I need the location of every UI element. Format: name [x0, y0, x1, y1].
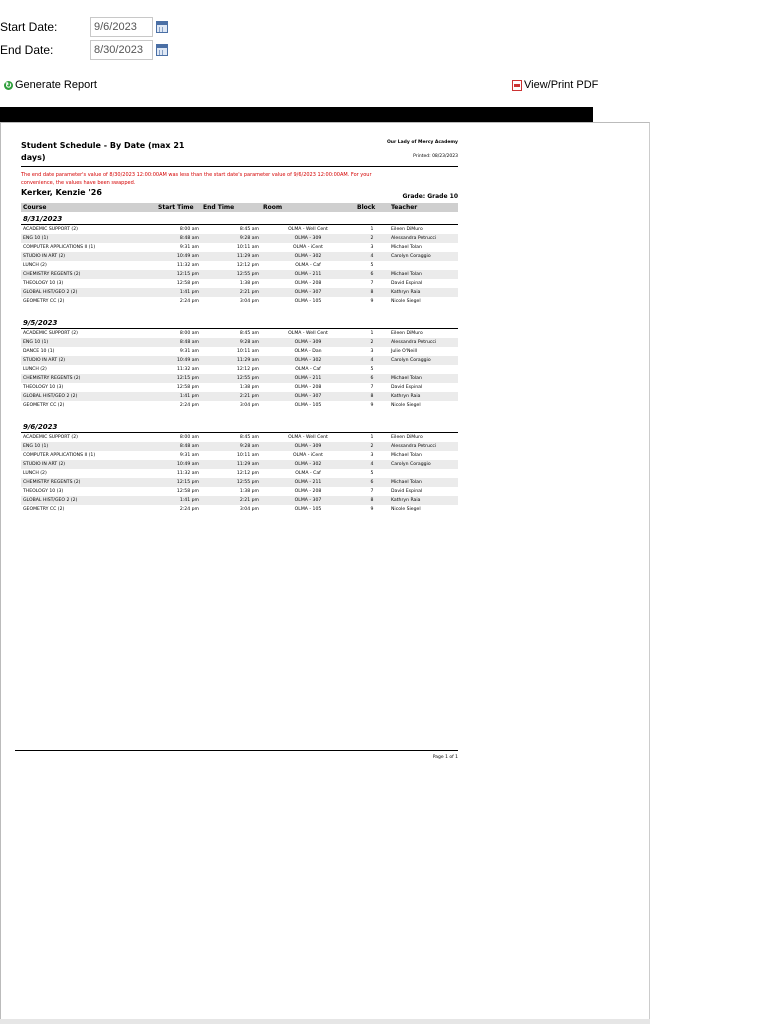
table-cell: 10:11 am: [237, 453, 259, 458]
table-cell: THEOLOGY 10 (3): [23, 281, 64, 286]
end-date-calendar-icon[interactable]: [156, 44, 168, 56]
school-name: Our Lady of Mercy Academy: [386, 140, 458, 145]
table-cell: 8:45 am: [201, 433, 261, 443]
table-cell: Michael Tolan: [391, 245, 422, 250]
table-cell: 1:38 pm: [239, 385, 259, 390]
table-cell: 3:04 pm: [239, 299, 259, 304]
table-cell: 3: [370, 349, 374, 354]
table-cell: 12:12 pm: [236, 367, 259, 372]
column-header: Room: [261, 203, 355, 212]
table-cell: 12:12 pm: [236, 263, 259, 268]
table-cell: 6: [355, 374, 389, 383]
table-row: [21, 261, 458, 270]
report-toolbar: [0, 107, 593, 122]
table-cell: COMPUTER APPLICATIONS II (1): [23, 245, 96, 250]
table-cell: OLMA - 309: [261, 234, 355, 243]
table-cell: CHEMISTRY REGENTS (2): [21, 478, 156, 487]
table-cell: 10:49 am: [156, 252, 201, 261]
table-cell: 1:41 pm: [156, 496, 201, 505]
table-cell: 2:21 pm: [201, 392, 261, 401]
table-cell: OLMA - Caf: [295, 367, 321, 372]
table-cell: OLMA - 208: [294, 385, 322, 390]
table-cell: 10:49 am: [156, 356, 201, 365]
table-cell: OLMA - 211: [261, 270, 355, 279]
refresh-icon: ↻: [5, 80, 12, 90]
table-cell: 12:12 pm: [236, 471, 259, 476]
table-cell: [389, 261, 458, 270]
table-cell: 8:48 am: [156, 442, 201, 451]
table-cell: 3:04 pm: [239, 507, 259, 512]
table-row: [21, 496, 458, 505]
table-cell: 12:58 pm: [176, 385, 199, 390]
date-group-header: [21, 420, 458, 433]
table-cell: GLOBAL HIST/GEO 2 (2): [21, 496, 156, 505]
table-cell: OLMA - Caf: [295, 263, 321, 268]
table-row: [21, 478, 458, 487]
date-gap: [21, 306, 458, 316]
table-cell: 1: [355, 329, 389, 339]
table-cell: 2:21 pm: [201, 496, 261, 505]
table-cell: OLMA - 307: [261, 392, 355, 401]
table-cell: ACADEMIC SUPPORT (2): [21, 329, 156, 339]
table-cell: Carolyn Coraggio: [389, 356, 458, 365]
table-cell: Alessandra Petrucci: [389, 442, 458, 451]
table-cell: CHEMISTRY REGENTS (2): [21, 270, 156, 279]
view-print-pdf-label: View/Print PDF: [524, 79, 599, 91]
table-cell: 6: [355, 270, 389, 279]
table-cell: CHEMISTRY REGENTS (2): [21, 374, 156, 383]
header-divider: [21, 166, 458, 167]
table-row: [21, 487, 458, 496]
table-cell: David Espinal: [391, 489, 423, 494]
report-page: [21, 140, 458, 512]
table-cell: 4: [355, 252, 389, 261]
table-cell: OLMA - Caf: [295, 471, 321, 476]
table-cell: OLMA - 105: [294, 507, 322, 512]
table-cell: 12:15 pm: [156, 374, 201, 383]
table-cell: 1:38 pm: [239, 489, 259, 494]
table-cell: 7: [370, 489, 374, 494]
date-gap: [21, 410, 458, 420]
table-cell: ENG 10 (1): [21, 338, 156, 347]
table-cell: 2: [355, 338, 389, 347]
table-cell: ENG 10 (1): [21, 234, 156, 243]
table-cell: 8:45 am: [201, 225, 261, 235]
end-date-row: [0, 39, 168, 61]
table-cell: OLMA - 211: [261, 478, 355, 487]
table-cell: 4: [355, 460, 389, 469]
table-cell: COMPUTER APPLICATIONS II (1): [23, 453, 96, 458]
table-cell: Nicole Siegel: [391, 403, 421, 408]
table-row: [21, 401, 458, 410]
view-print-pdf-button[interactable]: [512, 79, 598, 91]
table-cell: [389, 365, 458, 374]
table-cell: OLMA - 105: [294, 299, 322, 304]
table-row: [21, 338, 458, 347]
table-cell: Nicole Siegel: [391, 299, 421, 304]
table-cell: OLMA - iCent: [293, 453, 323, 458]
table-row: [21, 469, 458, 478]
table-cell: DANCE 10 (1): [23, 349, 55, 354]
table-cell: 8:00 am: [156, 225, 201, 235]
table-cell: GLOBAL HIST/GEO 2 (2): [21, 288, 156, 297]
table-cell: 2: [355, 234, 389, 243]
table-cell: OLMA - 302: [261, 252, 355, 261]
table-cell: OLMA - Well Cent: [261, 433, 355, 443]
table-cell: 12:15 pm: [156, 270, 201, 279]
table-cell: Eileen DiMuro: [389, 433, 458, 443]
report-title: Student Schedule - By Date (max 21 days): [21, 141, 185, 162]
table-cell: 12:15 pm: [156, 478, 201, 487]
student-grade: Grade: Grade 10: [402, 193, 458, 200]
table-header-row: [21, 203, 458, 212]
table-cell: 8: [355, 288, 389, 297]
table-cell: 5: [370, 471, 374, 476]
table-cell: 8:48 am: [156, 338, 201, 347]
table-cell: 9:31 am: [179, 349, 199, 354]
page-footer-divider: [15, 750, 458, 751]
table-row: [21, 270, 458, 279]
table-cell: GEOMETRY CC (2): [23, 507, 65, 512]
table-cell: 12:58 pm: [176, 489, 199, 494]
column-header: Course: [21, 203, 156, 212]
table-cell: OLMA - 307: [261, 288, 355, 297]
table-row: [21, 252, 458, 261]
table-cell: 11:32 am: [177, 367, 199, 372]
table-row: [21, 383, 458, 392]
table-row: [21, 225, 458, 235]
printed-date: Printed: 08/23/2023: [413, 154, 458, 159]
table-row: [21, 356, 458, 365]
table-cell: OLMA - Well Cent: [261, 329, 355, 339]
table-cell: 9: [370, 299, 374, 304]
table-cell: Julie O'Neill: [391, 349, 418, 354]
table-row: [21, 460, 458, 469]
table-cell: 11:32 am: [177, 471, 199, 476]
table-cell: 2:24 pm: [179, 299, 199, 304]
date-label: 9/6/2023: [23, 423, 58, 431]
table-cell: OLMA - 208: [294, 489, 322, 494]
table-cell: 3: [370, 453, 374, 458]
generate-report-button[interactable]: [4, 79, 97, 91]
table-row: [21, 234, 458, 243]
table-cell: 12:58 pm: [176, 281, 199, 286]
table-cell: THEOLOGY 10 (3): [23, 489, 64, 494]
table-cell: 8: [355, 496, 389, 505]
column-header: Start Time: [156, 203, 201, 212]
table-cell: 2:24 pm: [179, 507, 199, 512]
table-cell: 4: [355, 356, 389, 365]
table-cell: 6: [355, 478, 389, 487]
table-cell: Michael Tolan: [389, 270, 458, 279]
column-header: Teacher: [389, 203, 458, 212]
date-label: 9/5/2023: [23, 319, 58, 327]
date-label: 8/31/2023: [23, 215, 63, 223]
column-header: End Time: [201, 203, 261, 212]
table-cell: OLMA - 105: [294, 403, 322, 408]
table-cell: 2:21 pm: [201, 288, 261, 297]
table-cell: 9:28 am: [201, 234, 261, 243]
start-date-calendar-icon[interactable]: [156, 21, 168, 33]
table-cell: LUNCH (2): [23, 367, 47, 372]
table-cell: Kathryn Raia: [389, 288, 458, 297]
table-row: [21, 329, 458, 339]
table-cell: 10:49 am: [156, 460, 201, 469]
table-row: [21, 505, 458, 514]
table-cell: 9:28 am: [201, 442, 261, 451]
table-cell: Alessandra Petrucci: [389, 338, 458, 347]
table-row: [21, 442, 458, 451]
table-cell: OLMA - 307: [261, 496, 355, 505]
table-cell: OLMA - 309: [261, 442, 355, 451]
table-cell: GEOMETRY CC (2): [23, 403, 65, 408]
table-cell: GEOMETRY CC (2): [23, 299, 65, 304]
table-cell: Carolyn Coraggio: [389, 460, 458, 469]
table-cell: 1: [355, 225, 389, 235]
page-number: Page 1 of 1: [432, 755, 458, 760]
table-cell: 3: [370, 245, 374, 250]
table-cell: Eileen DiMuro: [389, 225, 458, 235]
table-cell: 11:29 am: [201, 356, 261, 365]
start-date-row: [0, 16, 168, 38]
table-cell: OLMA - Well Cent: [261, 225, 355, 235]
table-cell: Eileen DiMuro: [389, 329, 458, 339]
viewer-footer: [0, 1019, 650, 1024]
table-row: [21, 392, 458, 401]
table-cell: Michael Tolan: [391, 453, 422, 458]
pdf-icon: [512, 80, 522, 91]
table-cell: GLOBAL HIST/GEO 2 (2): [21, 392, 156, 401]
table-cell: 7: [370, 385, 374, 390]
table-row: [21, 288, 458, 297]
table-cell: 10:11 am: [237, 349, 259, 354]
table-cell: Michael Tolan: [389, 374, 458, 383]
table-cell: 11:29 am: [201, 252, 261, 261]
table-cell: 3:04 pm: [239, 403, 259, 408]
end-date-label: End Date:: [0, 43, 54, 57]
table-cell: 12:55 pm: [201, 374, 261, 383]
table-cell: 9:28 am: [201, 338, 261, 347]
table-row: [21, 279, 458, 288]
table-cell: Michael Tolan: [389, 478, 458, 487]
table-row: [21, 243, 458, 252]
date-group-header: [21, 316, 458, 329]
table-cell: 5: [370, 263, 374, 268]
table-cell: STUDIO IN ART (2): [21, 252, 156, 261]
table-row: [21, 433, 458, 443]
table-cell: 12:55 pm: [201, 270, 261, 279]
table-cell: 9:31 am: [179, 245, 199, 250]
table-cell: 1: [355, 433, 389, 443]
table-cell: 9: [370, 403, 374, 408]
table-cell: OLMA - Dan: [294, 349, 322, 354]
generate-report-label: Generate Report: [15, 79, 97, 91]
table-cell: 9: [370, 507, 374, 512]
table-row: [21, 365, 458, 374]
column-header: Block: [355, 203, 389, 212]
table-cell: 7: [370, 281, 374, 286]
table-cell: THEOLOGY 10 (3): [23, 385, 64, 390]
schedule-body: [21, 212, 458, 514]
table-cell: Nicole Siegel: [391, 507, 421, 512]
end-date-input[interactable]: [90, 40, 153, 60]
table-cell: ACADEMIC SUPPORT (2): [21, 225, 156, 235]
table-cell: Kathryn Raia: [389, 392, 458, 401]
table-cell: 2: [355, 442, 389, 451]
start-date-label: Start Date:: [0, 20, 58, 34]
table-cell: David Espinal: [391, 281, 423, 286]
table-row: [21, 451, 458, 460]
table-cell: OLMA - 208: [294, 281, 322, 286]
table-cell: [389, 469, 458, 478]
table-cell: OLMA - 309: [261, 338, 355, 347]
table-cell: 11:29 am: [201, 460, 261, 469]
table-cell: ENG 10 (1): [21, 442, 156, 451]
table-cell: LUNCH (2): [23, 471, 47, 476]
table-cell: 8:45 am: [201, 329, 261, 339]
table-cell: 8: [355, 392, 389, 401]
table-cell: OLMA - iCent: [293, 245, 323, 250]
table-cell: 8:48 am: [156, 234, 201, 243]
table-row: [21, 297, 458, 306]
table-cell: ACADEMIC SUPPORT (2): [21, 433, 156, 443]
table-cell: 11:32 am: [177, 263, 199, 268]
table-cell: OLMA - 302: [261, 356, 355, 365]
table-cell: David Espinal: [391, 385, 423, 390]
start-date-input[interactable]: [90, 17, 153, 37]
table-row: [21, 374, 458, 383]
table-cell: OLMA - 302: [261, 460, 355, 469]
table-cell: Alessandra Petrucci: [389, 234, 458, 243]
student-name: Kerker, Kenzie '26: [21, 188, 102, 197]
table-cell: 10:11 am: [237, 245, 259, 250]
table-cell: 2:24 pm: [179, 403, 199, 408]
table-cell: STUDIO IN ART (2): [21, 356, 156, 365]
table-cell: 5: [370, 367, 374, 372]
table-cell: 12:55 pm: [201, 478, 261, 487]
table-cell: LUNCH (2): [23, 263, 47, 268]
table-cell: 1:41 pm: [156, 288, 201, 297]
table-cell: Carolyn Coraggio: [389, 252, 458, 261]
table-cell: 9:31 am: [179, 453, 199, 458]
table-cell: OLMA - 211: [261, 374, 355, 383]
table-cell: STUDIO IN ART (2): [21, 460, 156, 469]
table-cell: 8:00 am: [156, 329, 201, 339]
schedule-table: [21, 203, 458, 514]
table-cell: 1:38 pm: [239, 281, 259, 286]
table-cell: 1:41 pm: [156, 392, 201, 401]
date-swap-warning: The end date parameter's value of 8/30/2023 12:00:00AM was less than the start date's parameter value of 9/6/2023 12:00:00AM. For your convenience, the values have been swapped.: [21, 172, 372, 186]
date-group-header: [21, 212, 458, 225]
table-cell: Kathryn Raia: [389, 496, 458, 505]
table-row: [21, 347, 458, 356]
table-cell: 8:00 am: [156, 433, 201, 443]
